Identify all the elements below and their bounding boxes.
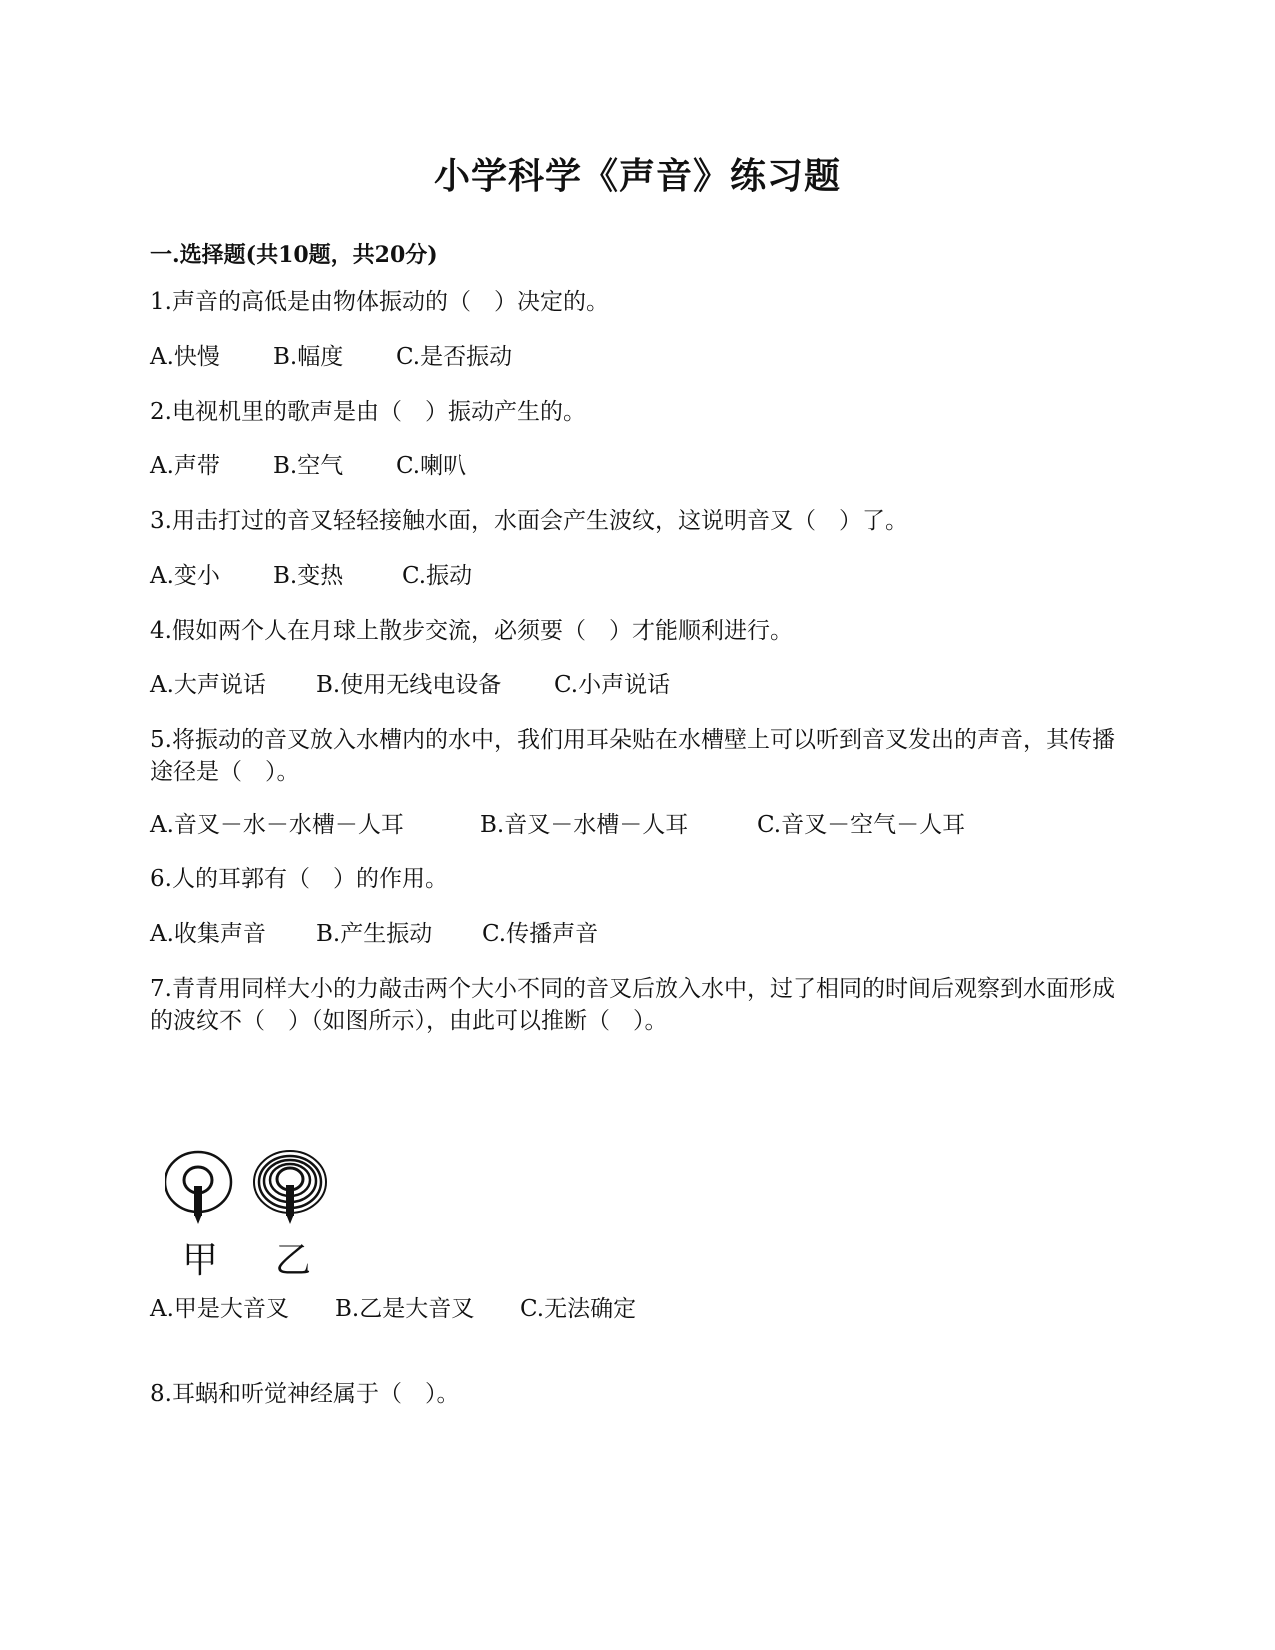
ripple-diagram xyxy=(165,1150,365,1230)
option-b: B.幅度 xyxy=(273,344,344,370)
option-a: A.收集声音 xyxy=(150,921,266,947)
option-b: B.使用无线电设备 xyxy=(316,672,502,698)
option-c: C.小声说话 xyxy=(554,672,671,698)
question-7-options xyxy=(150,1293,636,1325)
option-b: B.乙是大音叉 xyxy=(335,1296,475,1322)
question-7-stem: 7.青青用同样大小的力敲击两个大小不同的音叉后放入水中，过了相同的时间后观察到水面形成的波纹不（ ）（如图所示），由此可以推断（ ）。 xyxy=(150,976,1115,1034)
question-3-stem: 3.用击打过的音叉轻轻接触水面，水面会产生波纹，这说明音叉（ ）了。 xyxy=(150,508,908,534)
question-6-stem: 6.人的耳郭有（ ）的作用。 xyxy=(150,866,448,892)
question-6-options xyxy=(150,918,598,950)
ripple-yi xyxy=(254,1151,326,1224)
question-3-options xyxy=(150,560,472,592)
option-c: C.音叉－空气－人耳 xyxy=(757,812,966,838)
tuning-fork-ripple-figure xyxy=(165,1150,365,1290)
figure-label-jia: 甲 xyxy=(182,1240,219,1281)
option-a: A.大声说话 xyxy=(150,672,266,698)
question-4-stem: 4.假如两个人在月球上散步交流，必须要（ ）才能顺利进行。 xyxy=(150,618,793,644)
question-5-options xyxy=(150,809,965,841)
option-a: A.声带 xyxy=(150,453,220,479)
question-2-stem: 2.电视机里的歌声是由（ ）振动产生的。 xyxy=(150,399,586,425)
option-c: C.无法确定 xyxy=(520,1296,637,1322)
question-4-options xyxy=(150,669,670,701)
question-8-stem: 8.耳蜗和听觉神经属于（ ）。 xyxy=(150,1381,460,1407)
ripple-jia xyxy=(165,1152,231,1224)
option-b: B.变热 xyxy=(273,563,344,589)
option-b: B.空气 xyxy=(273,453,344,479)
question-1-stem: 1.声音的高低是由物体振动的（ ）决定的。 xyxy=(150,289,609,315)
option-a: A.快慢 xyxy=(150,344,220,370)
option-b: B.音叉－水槽－人耳 xyxy=(480,812,689,838)
figure-label-yi: 乙 xyxy=(275,1240,312,1281)
question-2-options xyxy=(150,450,466,482)
option-a: A.音叉－水－水槽－人耳 xyxy=(150,812,404,838)
option-c: C.振动 xyxy=(402,563,473,589)
option-b: B.产生振动 xyxy=(316,921,433,947)
option-a: A.甲是大音叉 xyxy=(150,1296,289,1322)
option-a: A.变小 xyxy=(150,563,220,589)
option-c: C.是否振动 xyxy=(396,344,513,370)
option-c: C.喇叭 xyxy=(396,453,467,479)
option-c: C.传播声音 xyxy=(482,921,599,947)
question-1-options xyxy=(150,341,512,373)
page-title: 小学科学《声音》练习题 xyxy=(433,155,841,197)
section-heading: 一.选择题(共10题，共20分) xyxy=(150,242,438,268)
question-5-stem: 5.将振动的音叉放入水槽内的水中，我们用耳朵贴在水槽壁上可以听到音叉发出的声音，其传播途径是（ ）。 xyxy=(150,727,1115,785)
